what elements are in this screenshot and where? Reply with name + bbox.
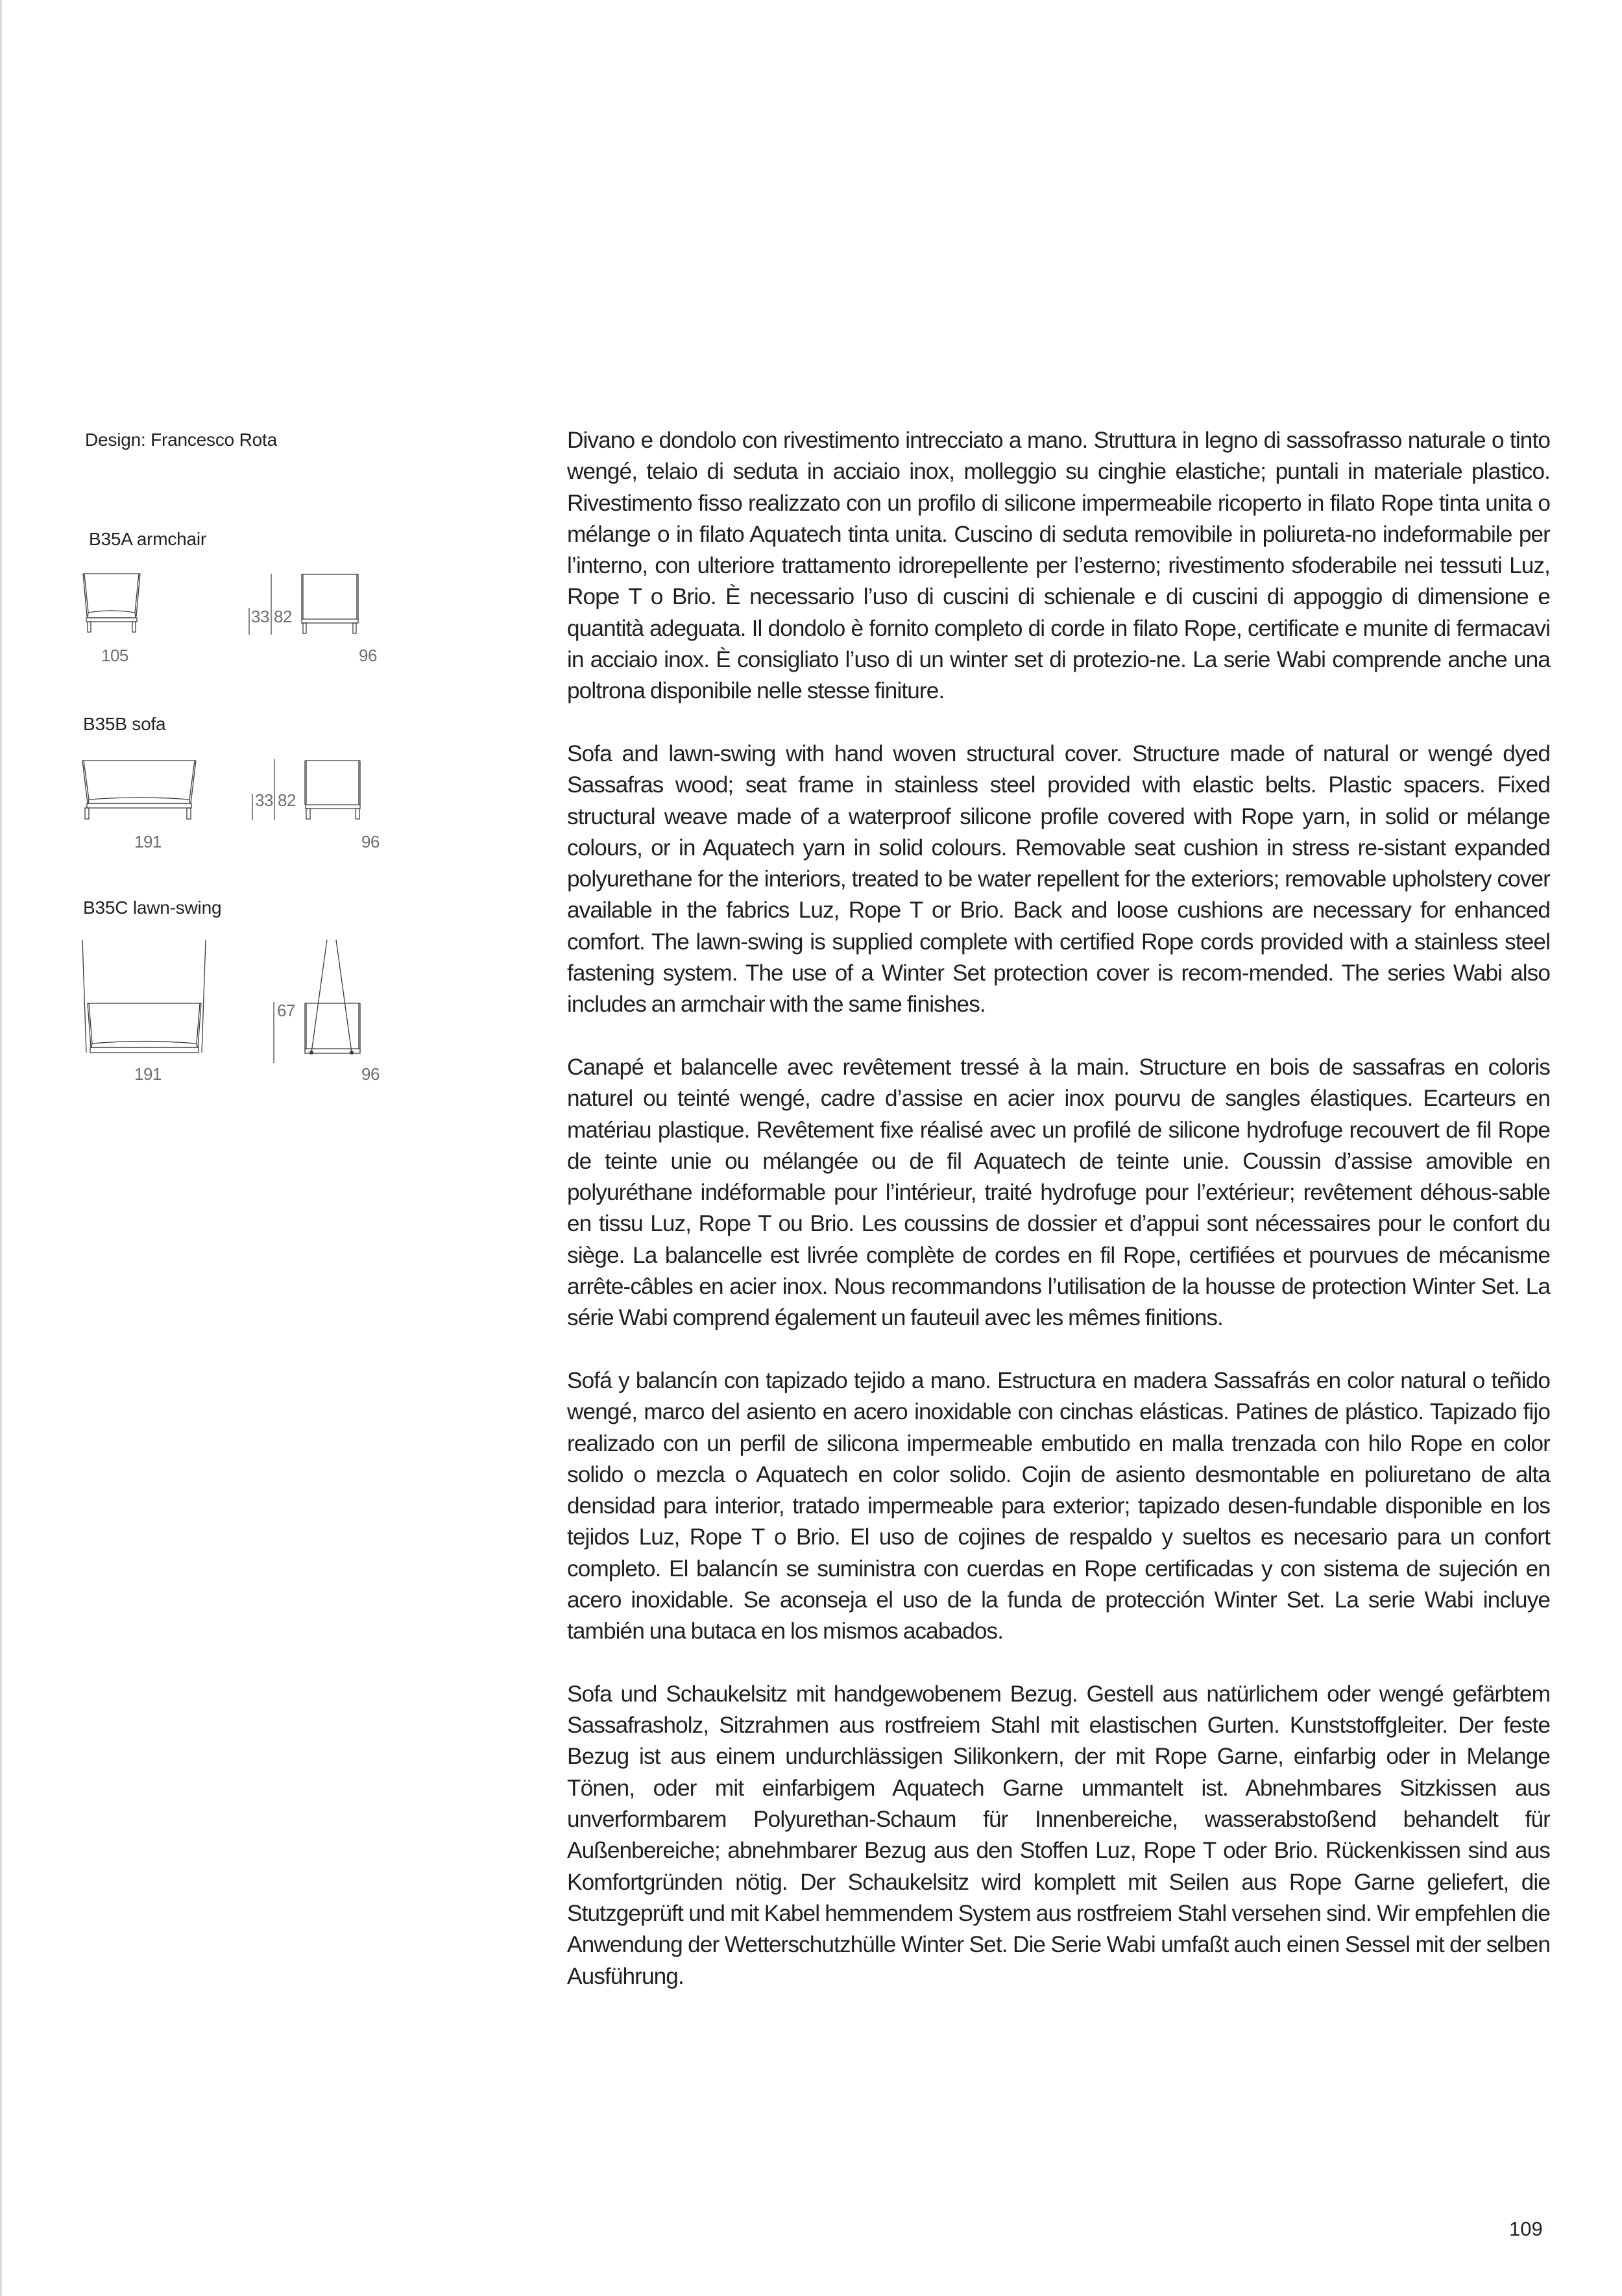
armchair-side-drawing: [300, 572, 361, 637]
model-title-sofa: B35B sofa: [83, 714, 166, 734]
lawn-swing-front-drawing: [81, 938, 211, 1055]
description-italian: Divano e dondolo con rivestimento intrecciato a mano. Struttura in legno di sassofrasso naturale o tinto wengé, telaio di seduta in acciaio inox, molleggio su cinghie elastiche; puntali in materiale plastico. Rivestimento fisso realizzato con un profilo di silicone impermeabile ricoperto in filato Rope tinta unita o mélange o in filato Aquatech tinta unita. Cuscino di seduta removibile in poliureta-no indeformabile per l’interno, con ulteriore trattamento idrorepellente per l’esterno; rivestimento sfoderabile nei tessuti Luz, Rope T o Brio. È necessario l’uso di cuscini di schienale e di cuscini di appoggio di dimensione e quantità adeguata. Il dondolo è fornito completo di corde in filato Rope, certificate e munite di fermacavi in acciaio inox. È consigliato l’uso di un winter set di protezio-ne. La serie Wabi comprende anche una poltrona disponibile nelle stesse finiture.: [567, 428, 1550, 704]
page-number: 109: [1509, 2217, 1543, 2240]
sofa-front-drawing: [81, 758, 198, 823]
armchair-depth: 96: [359, 646, 377, 665]
description-german: Sofa und Schaukelsitz mit handgewobenem Bezug. Gestell aus natürlichem oder wengé gefärbtem Sassafrasholz, Sitzrahmen aus rostfreiem Stahl mit elastischen Gurten. Kunststoffgleiter. Der feste Bezug ist aus einem undurchlässigen Silikonkern, der mit Rope Garne, einfarbig oder in Melange Tönen, oder mit einfarbigem Aquatech Garne ummantelt ist. Abnehmbares Sitzkissen aus unverformbarem Polyurethan-Schaum für Innenbereiche, wasserabstoßend behandelt für Außenbereiche; abnehmbarer Bezug aus den Stoffen Luz, Rope T oder Brio. Rückenkissen sind aus Komfortgründen nötig. Der Schaukelsitz wird komplett mit Seilen aus Rope Garne geliefert, die Stutzgeprüft und mit Kabel hemmendem System aus rostfreiem Stahl versehen sind. Wir empfehlen die Anwendung der Wetterschutzhülle Winter Set. Die Serie Wabi umfaßt auch einen Sessel mit der selben Ausführung.: [567, 1681, 1550, 1989]
sofa-total-height: 82: [278, 790, 296, 810]
lawn-swing-height-dim-line: [272, 1001, 276, 1066]
description-spanish: Sofá y balancín con tapizado tejido a mano. Estructura en madera Sassafrás en color natural o teñido wengé, marco del asiento en acero inoxidable con cinchas elásticas. Patines de plástico. Tapizado fijo realizado con un perfil de silicona impermeable embutido en malla trenzada con hilo Rope en color solido o mezcla o Aquatech en color solido. Cojin de asiento desmontable en poliuretano de alta densidad para interior, tratado impermeable para exterior; tapizado desen-fundable disponible en los tejidos Luz, Rope T o Brio. El uso de cojines de respaldo y sueltos es necesario para un confort completo. El balancín se suministra con cuerdas en Rope certificadas y con sistema de sujeción en acero inoxidable. Se aconseja el uso de la funda de protección Winter Set. La serie Wabi incluye también una butaca en los mismos acabados.: [567, 1367, 1550, 1644]
description-english: Sofa and lawn-swing with hand woven structural cover. Structure made of natural or wengé dyed Sassafras wood; seat frame in stainless steel provided with elastic belts. Plastic spacers. Fixed structural weave made of a waterproof silicone profile covered with Rope yarn, in solid or mélange colours, or in Aquatech yarn in solid colours. Removable seat cushion in stress re-sistant expanded polyurethane for the interiors, treated to be water repellent for the exteriors; removable upholstery cover available in the fabrics Luz, Rope T or Brio. Back and loose cushions are necessary for enhanced comfort. The lawn-swing is supplied complete with certified Rope cords provided with a stainless steel fastening system. The use of a Winter Set protection cover is recom-mended. The series Wabi also includes an armchair with the same finishes.: [567, 740, 1550, 1018]
sofa-side-drawing: [303, 758, 365, 823]
designer-credit: Design: Francesco Rota: [85, 430, 277, 450]
lawn-swing-depth: 96: [361, 1064, 380, 1084]
lawn-swing-side-drawing: [303, 938, 365, 1055]
armchair-width: 105: [101, 646, 128, 665]
lawn-swing-width: 191: [134, 1064, 162, 1084]
product-description: [567, 425, 1550, 2023]
armchair-total-height: 82: [274, 607, 292, 626]
description-french: Canapé et balancelle avec revêtement tressé à la main. Structure en bois de sassafras en coloris naturel ou teinté wengé, cadre d’assise en acier inox pourvu de sangles élastiques. Ecarteurs en matériau plastique. Revêtement fixe réalisé avec un profilé de silicone hydrofuge recouvert de fil Rope de teinte unie ou mélangée ou de fil Aquatech de teinte unie. Coussin d’assise amovible en polyuréthane indéformable pour l’intérieur, traité hydrofuge pour l’extérieur; revêtement déhous-sable en tissu Luz, Rope T ou Brio. Les coussins de dossier et d’appui sont nécessaires pour le confort du siège. La balancelle est livrée complète de cordes en fil Rope, certifiées et pourvues de mécanisme arrête-câbles en acier inox. Nous recommandons l’utilisation de la housse de protection Winter Set. La série Wabi comprend également un fauteuil avec les mêmes finitions.: [567, 1054, 1550, 1331]
product-specs-column: [0, 0, 532, 2296]
sofa-depth: 96: [361, 832, 380, 851]
armchair-front-drawing: [81, 571, 143, 636]
sofa-seat-height: 33: [255, 790, 273, 810]
model-title-lawn-swing: B35C lawn-swing: [83, 898, 222, 918]
lawn-swing-height: 67: [277, 1001, 295, 1020]
armchair-height-dim-lines: [248, 572, 274, 637]
model-title-armchair: B35A armchair: [89, 529, 207, 549]
sofa-width: 191: [134, 832, 162, 851]
armchair-seat-height: 33: [251, 607, 269, 626]
